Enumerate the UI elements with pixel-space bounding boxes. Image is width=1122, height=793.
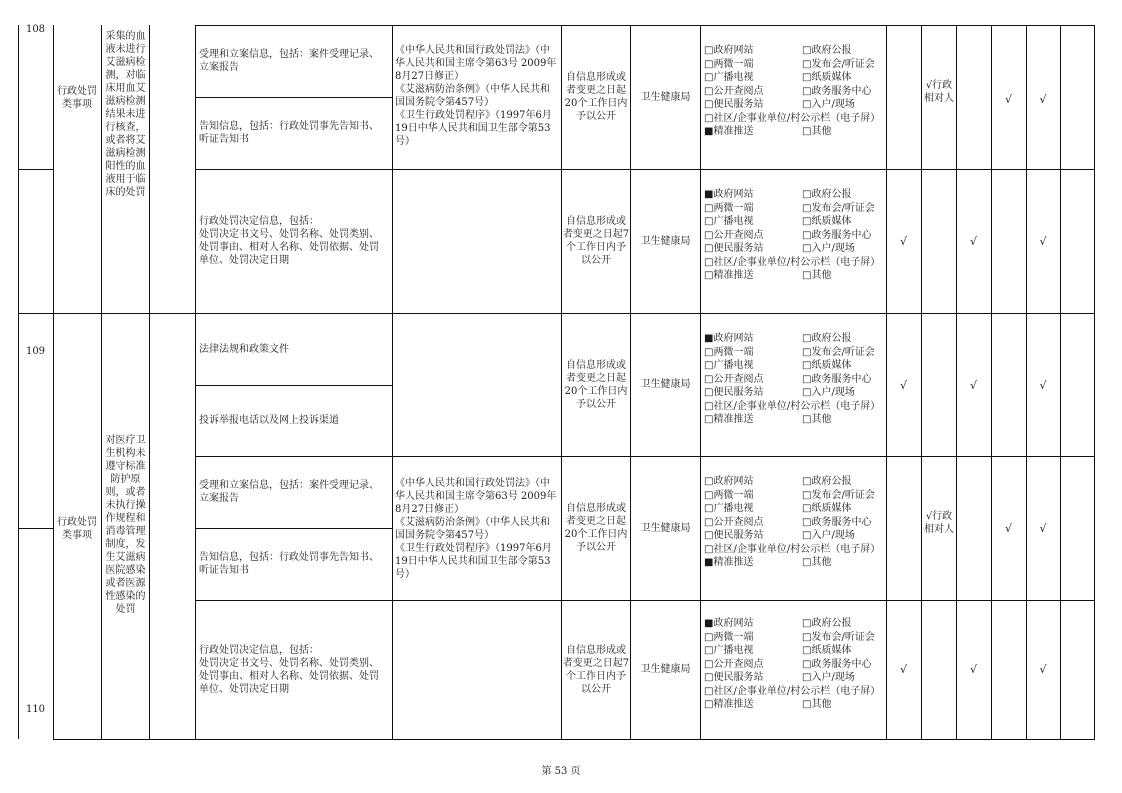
channel-label: 公开查阅点 <box>713 85 764 97</box>
disclosure-subject: 卫生健康局 <box>640 522 691 534</box>
channel-label: 便民服务站 <box>713 243 764 254</box>
unchecked-box-icon: □ <box>704 645 714 656</box>
col-divider <box>921 25 922 740</box>
channel-list <box>704 188 890 283</box>
channel-option <box>802 229 890 243</box>
channel-option <box>704 658 802 672</box>
check-mark: √ <box>1004 93 1012 106</box>
unchecked-box-icon: □ <box>802 476 812 487</box>
channel-label: 入户/现场 <box>811 99 855 110</box>
unchecked-box-icon: □ <box>704 476 714 487</box>
channel-option <box>802 386 890 400</box>
channel-option <box>802 269 890 283</box>
unchecked-box-icon: □ <box>802 530 812 541</box>
channel-option <box>704 71 802 85</box>
channel-option <box>704 617 802 631</box>
check-mark: √ <box>1039 235 1047 248</box>
channel-label: 便民服务站 <box>713 530 764 541</box>
channel-option <box>704 543 890 557</box>
unchecked-box-icon: □ <box>802 699 812 710</box>
channel-label: 纸质媒体 <box>811 503 852 514</box>
unchecked-box-icon: □ <box>704 503 714 514</box>
channel-option <box>802 44 890 58</box>
channel-label: 精准推送 <box>713 414 754 425</box>
channel-option <box>704 475 802 489</box>
channel-option <box>802 332 890 346</box>
unchecked-box-icon: □ <box>802 360 812 371</box>
unchecked-box-icon: □ <box>802 58 812 70</box>
channel-option <box>802 516 890 530</box>
disclosure-content: 行政处罚决定信息，包括： 处罚决定书文号、处罚名称、处罚类别、处罚事由、相对人名称、处罚依据、处罚单位、处罚决定日期 <box>199 644 379 695</box>
checked-box-icon: ■ <box>704 618 714 629</box>
channel-option <box>704 556 802 570</box>
unchecked-box-icon: □ <box>802 645 812 656</box>
checked-box-icon: ■ <box>704 189 714 200</box>
channel-label: 便民服务站 <box>713 387 764 398</box>
checked-box-icon: ■ <box>704 333 714 344</box>
unchecked-box-icon: □ <box>704 400 714 412</box>
channel-label: 政府网站 <box>713 333 754 344</box>
channel-option <box>802 671 890 685</box>
channel-label: 两微一端 <box>713 346 754 358</box>
channel-label: 便民服务站 <box>713 99 764 110</box>
check-mark: √ <box>899 235 907 248</box>
channel-label: 入户/现场 <box>811 530 855 541</box>
channel-list <box>704 44 890 139</box>
unchecked-box-icon: □ <box>802 672 812 683</box>
channel-option <box>704 44 802 58</box>
channel-label: 精准推送 <box>713 270 754 281</box>
disclosure-subject: 卫生健康局 <box>640 91 691 103</box>
unchecked-box-icon: □ <box>704 360 714 371</box>
disclosure-subject: 卫生健康局 <box>640 664 691 675</box>
col-divider <box>149 25 150 740</box>
unchecked-box-icon: □ <box>704 631 714 643</box>
channel-option <box>704 346 802 360</box>
unchecked-box-icon: □ <box>704 658 714 670</box>
channel-option <box>802 475 890 489</box>
channel-label: 其他 <box>811 557 832 568</box>
channel-label: 精准推送 <box>713 557 754 568</box>
channel-option <box>802 489 890 503</box>
unchecked-box-icon: □ <box>704 216 714 227</box>
channel-option <box>802 698 890 712</box>
channel-option <box>704 202 802 216</box>
col-divider <box>1060 25 1061 740</box>
channel-list <box>704 475 890 570</box>
channel-option <box>704 85 802 99</box>
row-number: 110 <box>25 704 46 715</box>
col-divider <box>700 25 701 740</box>
col-divider <box>991 25 992 740</box>
col-divider <box>195 25 196 740</box>
channel-label: 社区/企事业单位/村公示栏（电子屏） <box>713 685 881 697</box>
channel-label: 两微一端 <box>713 58 754 70</box>
unchecked-box-icon: □ <box>704 202 714 214</box>
unchecked-box-icon: □ <box>802 618 812 629</box>
unchecked-box-icon: □ <box>704 270 714 281</box>
channel-option <box>704 373 802 387</box>
unchecked-box-icon: □ <box>704 489 714 501</box>
unchecked-box-icon: □ <box>802 557 812 568</box>
channel-option <box>704 413 802 427</box>
unchecked-box-icon: □ <box>704 243 714 254</box>
unchecked-box-icon: □ <box>802 489 812 501</box>
channel-option <box>802 346 890 360</box>
channel-label: 政务服务中心 <box>811 658 872 670</box>
channel-option <box>704 698 802 712</box>
row-divider <box>18 313 1094 314</box>
unchecked-box-icon: □ <box>802 45 812 56</box>
channel-label: 政府公报 <box>811 45 852 56</box>
unchecked-box-icon: □ <box>802 387 812 398</box>
unchecked-box-icon: □ <box>802 346 812 358</box>
unchecked-box-icon: □ <box>704 99 714 110</box>
channel-label: 政府公报 <box>811 618 852 629</box>
channel-option <box>704 125 802 139</box>
table-bottom-border <box>53 739 1094 740</box>
channel-option <box>704 386 802 400</box>
channel-option <box>802 617 890 631</box>
time-limit: 自信息形成或者变更之日起20个工作日内予以公开 <box>564 72 628 122</box>
channel-label: 发布会/听证会 <box>811 202 875 214</box>
col-divider <box>53 25 54 740</box>
check-mark: √ <box>899 663 907 676</box>
channel-label: 公开查阅点 <box>713 229 764 241</box>
unchecked-box-icon: □ <box>802 373 812 385</box>
time-limit: 自信息形成或者变更之日起7个工作日内予以公开 <box>562 644 630 695</box>
row-number: 109 <box>25 346 46 357</box>
unchecked-box-icon: □ <box>802 126 812 137</box>
channel-label: 政府公报 <box>811 189 852 200</box>
channel-label: 社区/企事业单位/村公示栏（电子屏） <box>713 543 881 555</box>
channel-option <box>802 373 890 387</box>
channel-label: 社区/企事业单位/村公示栏（电子屏） <box>713 256 881 268</box>
unchecked-box-icon: □ <box>802 189 812 200</box>
channel-label: 公开查阅点 <box>713 373 764 385</box>
channel-option <box>802 58 890 72</box>
unchecked-box-icon: □ <box>802 243 812 254</box>
channel-label: 政府网站 <box>713 45 754 56</box>
time-limit: 自信息形成或者变更之日起20个工作日内予以公开 <box>564 503 628 553</box>
channel-option <box>802 556 890 570</box>
channel-label: 政务服务中心 <box>811 516 872 528</box>
channel-option <box>802 125 890 139</box>
channel-label: 其他 <box>811 126 832 137</box>
unchecked-box-icon: □ <box>704 685 714 697</box>
channel-option <box>704 269 802 283</box>
unchecked-box-icon: □ <box>802 229 812 241</box>
channel-option <box>802 215 890 229</box>
channel-label: 便民服务站 <box>713 672 764 683</box>
check-mark: √ <box>1039 522 1047 535</box>
channel-option <box>704 489 802 503</box>
channel-label: 两微一端 <box>713 202 754 214</box>
unchecked-box-icon: □ <box>704 229 714 241</box>
check-mark: √ <box>969 379 977 392</box>
row-number: 108 <box>25 24 46 35</box>
check-mark: √ <box>899 379 907 392</box>
channel-list <box>704 332 890 427</box>
unchecked-box-icon: □ <box>704 414 714 425</box>
legal-basis: 《中华人民共和国行政处罚法》（中华人民共和国主席令第63号 2009年8月27日修正） 《艾滋病防治条例》（中华人民共和国国务院令第457号） 《卫生行政处罚程序》（1997年6月19日中华人民共和国卫生部令第53号） <box>395 45 557 147</box>
channel-label: 发布会/听证会 <box>811 489 875 501</box>
channel-option <box>704 671 802 685</box>
unchecked-box-icon: □ <box>704 530 714 541</box>
check-mark: √ <box>1039 663 1047 676</box>
disclosure-content: 告知信息，包括：行政处罚事先告知书、听证告知书 <box>199 121 379 145</box>
unchecked-box-icon: □ <box>704 58 714 70</box>
scope-party: √行政相对人 <box>924 80 954 104</box>
unchecked-box-icon: □ <box>802 99 812 110</box>
row-divider <box>18 528 53 529</box>
channel-label: 广播电视 <box>713 503 754 514</box>
channel-option <box>802 502 890 516</box>
channel-option <box>704 516 802 530</box>
check-mark: √ <box>1004 522 1012 535</box>
checked-box-icon: ■ <box>704 126 714 137</box>
check-mark: √ <box>969 663 977 676</box>
channel-label: 政府网站 <box>713 476 754 487</box>
channel-label: 公开查阅点 <box>713 658 764 670</box>
channel-option <box>704 242 802 256</box>
channel-option <box>802 644 890 658</box>
checked-box-icon: ■ <box>704 557 714 568</box>
channel-option <box>802 413 890 427</box>
unchecked-box-icon: □ <box>802 72 812 83</box>
unchecked-box-icon: □ <box>802 85 812 97</box>
channel-option <box>704 502 802 516</box>
col-divider <box>101 25 102 740</box>
channel-label: 入户/现场 <box>811 243 855 254</box>
channel-option <box>802 359 890 373</box>
channel-label: 政务服务中心 <box>811 229 872 241</box>
channel-option <box>704 112 890 126</box>
channel-label: 其他 <box>811 414 832 425</box>
channel-label: 两微一端 <box>713 631 754 643</box>
channel-option <box>704 631 802 645</box>
unchecked-box-icon: □ <box>704 373 714 385</box>
channel-label: 精准推送 <box>713 126 754 137</box>
channel-option <box>802 71 890 85</box>
channel-label: 纸质媒体 <box>811 645 852 656</box>
channel-option <box>802 98 890 112</box>
unchecked-box-icon: □ <box>704 45 714 56</box>
channel-option <box>802 85 890 99</box>
channel-label: 纸质媒体 <box>811 360 852 371</box>
channel-label: 政府网站 <box>713 189 754 200</box>
channel-option <box>704 215 802 229</box>
unchecked-box-icon: □ <box>704 516 714 528</box>
channel-option <box>704 644 802 658</box>
category-label: 行政处罚类事项 <box>57 86 97 110</box>
channel-option <box>704 98 802 112</box>
col-divider <box>392 25 393 740</box>
unchecked-box-icon: □ <box>704 112 714 124</box>
channel-label: 入户/现场 <box>811 387 855 398</box>
item-name: 采集的血液未进行艾滋病检测，对临床用血艾滋病检测结果未进行核查，或者将艾滋病检测阳性的血液用于临床的处罚 <box>105 31 146 198</box>
channel-label: 广播电视 <box>713 72 754 83</box>
col-divider <box>1094 25 1095 740</box>
channel-label: 公开查阅点 <box>713 516 764 528</box>
col-divider <box>18 25 19 739</box>
check-mark: √ <box>969 235 977 248</box>
channel-option <box>802 658 890 672</box>
check-mark: √ <box>1039 379 1047 392</box>
channel-label: 其他 <box>811 270 832 281</box>
channel-label: 其他 <box>811 699 832 710</box>
check-mark: √ <box>1039 93 1047 106</box>
unchecked-box-icon: □ <box>704 85 714 97</box>
unchecked-box-icon: □ <box>704 256 714 268</box>
channel-label: 广播电视 <box>713 216 754 227</box>
channel-option <box>704 188 802 202</box>
unchecked-box-icon: □ <box>802 658 812 670</box>
channel-label: 政府公报 <box>811 333 852 344</box>
unchecked-box-icon: □ <box>802 333 812 344</box>
disclosure-content: 受理和立案信息，包括：案件受理记录、立案报告 <box>199 480 379 504</box>
category-label: 行政处罚类事项 <box>57 517 97 541</box>
unchecked-box-icon: □ <box>802 270 812 281</box>
channel-option <box>802 188 890 202</box>
disclosure-content: 行政处罚决定信息，包括： 处罚决定书文号、处罚名称、处罚类别、处罚事由、相对人名称、处罚依据、处罚单位、处罚决定日期 <box>199 216 379 266</box>
page-number: 第 53 页 <box>541 766 581 777</box>
disclosure-content: 法律法规和政策文件 <box>199 343 289 355</box>
channel-option <box>704 229 802 243</box>
unchecked-box-icon: □ <box>704 699 714 710</box>
channel-label: 两微一端 <box>713 489 754 501</box>
channel-label: 纸质媒体 <box>811 216 852 227</box>
channel-label: 广播电视 <box>713 360 754 371</box>
channel-option <box>704 685 890 699</box>
channel-label: 发布会/听证会 <box>811 631 875 643</box>
channel-label: 广播电视 <box>713 645 754 656</box>
unchecked-box-icon: □ <box>704 387 714 398</box>
channel-option <box>704 400 890 414</box>
channel-option <box>802 242 890 256</box>
channel-label: 社区/企事业单位/村公示栏（电子屏） <box>713 112 881 124</box>
channel-label: 精准推送 <box>713 699 754 710</box>
disclosure-subject: 卫生健康局 <box>640 235 691 247</box>
unchecked-box-icon: □ <box>802 216 812 227</box>
unchecked-box-icon: □ <box>802 414 812 425</box>
disclosure-content: 告知信息，包括：行政处罚事先告知书、听证告知书 <box>199 552 379 576</box>
row-divider <box>18 169 53 170</box>
unchecked-box-icon: □ <box>704 672 714 683</box>
unchecked-box-icon: □ <box>802 631 812 643</box>
scope-party: √行政相对人 <box>924 511 954 535</box>
channel-option <box>802 202 890 216</box>
channel-option <box>704 359 802 373</box>
channel-option <box>704 332 802 346</box>
channel-label: 政府公报 <box>811 476 852 487</box>
channel-option <box>802 529 890 543</box>
channel-option <box>704 529 802 543</box>
channel-label: 纸质媒体 <box>811 72 852 83</box>
unchecked-box-icon: □ <box>802 202 812 214</box>
channel-label: 入户/现场 <box>811 672 855 683</box>
disclosure-subject: 卫生健康局 <box>640 379 691 390</box>
legal-basis: 《中华人民共和国行政处罚法》（中华人民共和国主席令第63号 2009年8月27日修正） 《艾滋病防治条例》（中华人民共和国国务院令第457号） 《卫生行政处罚程序》（1997年6月19日中华人民共和国卫生部令第53号） <box>395 478 557 580</box>
channel-label: 发布会/听证会 <box>811 58 875 70</box>
time-limit: 自信息形成或者变更之日起7个工作日内予以公开 <box>562 216 630 266</box>
unchecked-box-icon: □ <box>704 72 714 83</box>
channel-label: 政务服务中心 <box>811 373 872 385</box>
unchecked-box-icon: □ <box>802 516 812 528</box>
channel-label: 政府网站 <box>713 618 754 629</box>
item-name: 对医疗卫生机构未遵守标准防护原则，或者未执行操作规程和消毒管理制度，发生艾滋病医院感染或者医源性感染的处罚 <box>105 435 146 615</box>
channel-label: 社区/企事业单位/村公示栏（电子屏） <box>713 400 881 412</box>
time-limit: 自信息形成或者变更之日起20个工作日内予以公开 <box>564 359 628 410</box>
channel-option <box>704 256 890 270</box>
channel-label: 政务服务中心 <box>811 85 872 97</box>
channel-option <box>802 631 890 645</box>
disclosure-content: 投诉举报电话以及网上投诉渠道 <box>199 415 339 426</box>
channel-list <box>704 617 890 712</box>
unchecked-box-icon: □ <box>802 503 812 514</box>
disclosure-content: 受理和立案信息，包括：案件受理记录、立案报告 <box>199 49 379 73</box>
channel-label: 发布会/听证会 <box>811 346 875 358</box>
unchecked-box-icon: □ <box>704 346 714 358</box>
unchecked-box-icon: □ <box>704 543 714 555</box>
channel-option <box>704 58 802 72</box>
